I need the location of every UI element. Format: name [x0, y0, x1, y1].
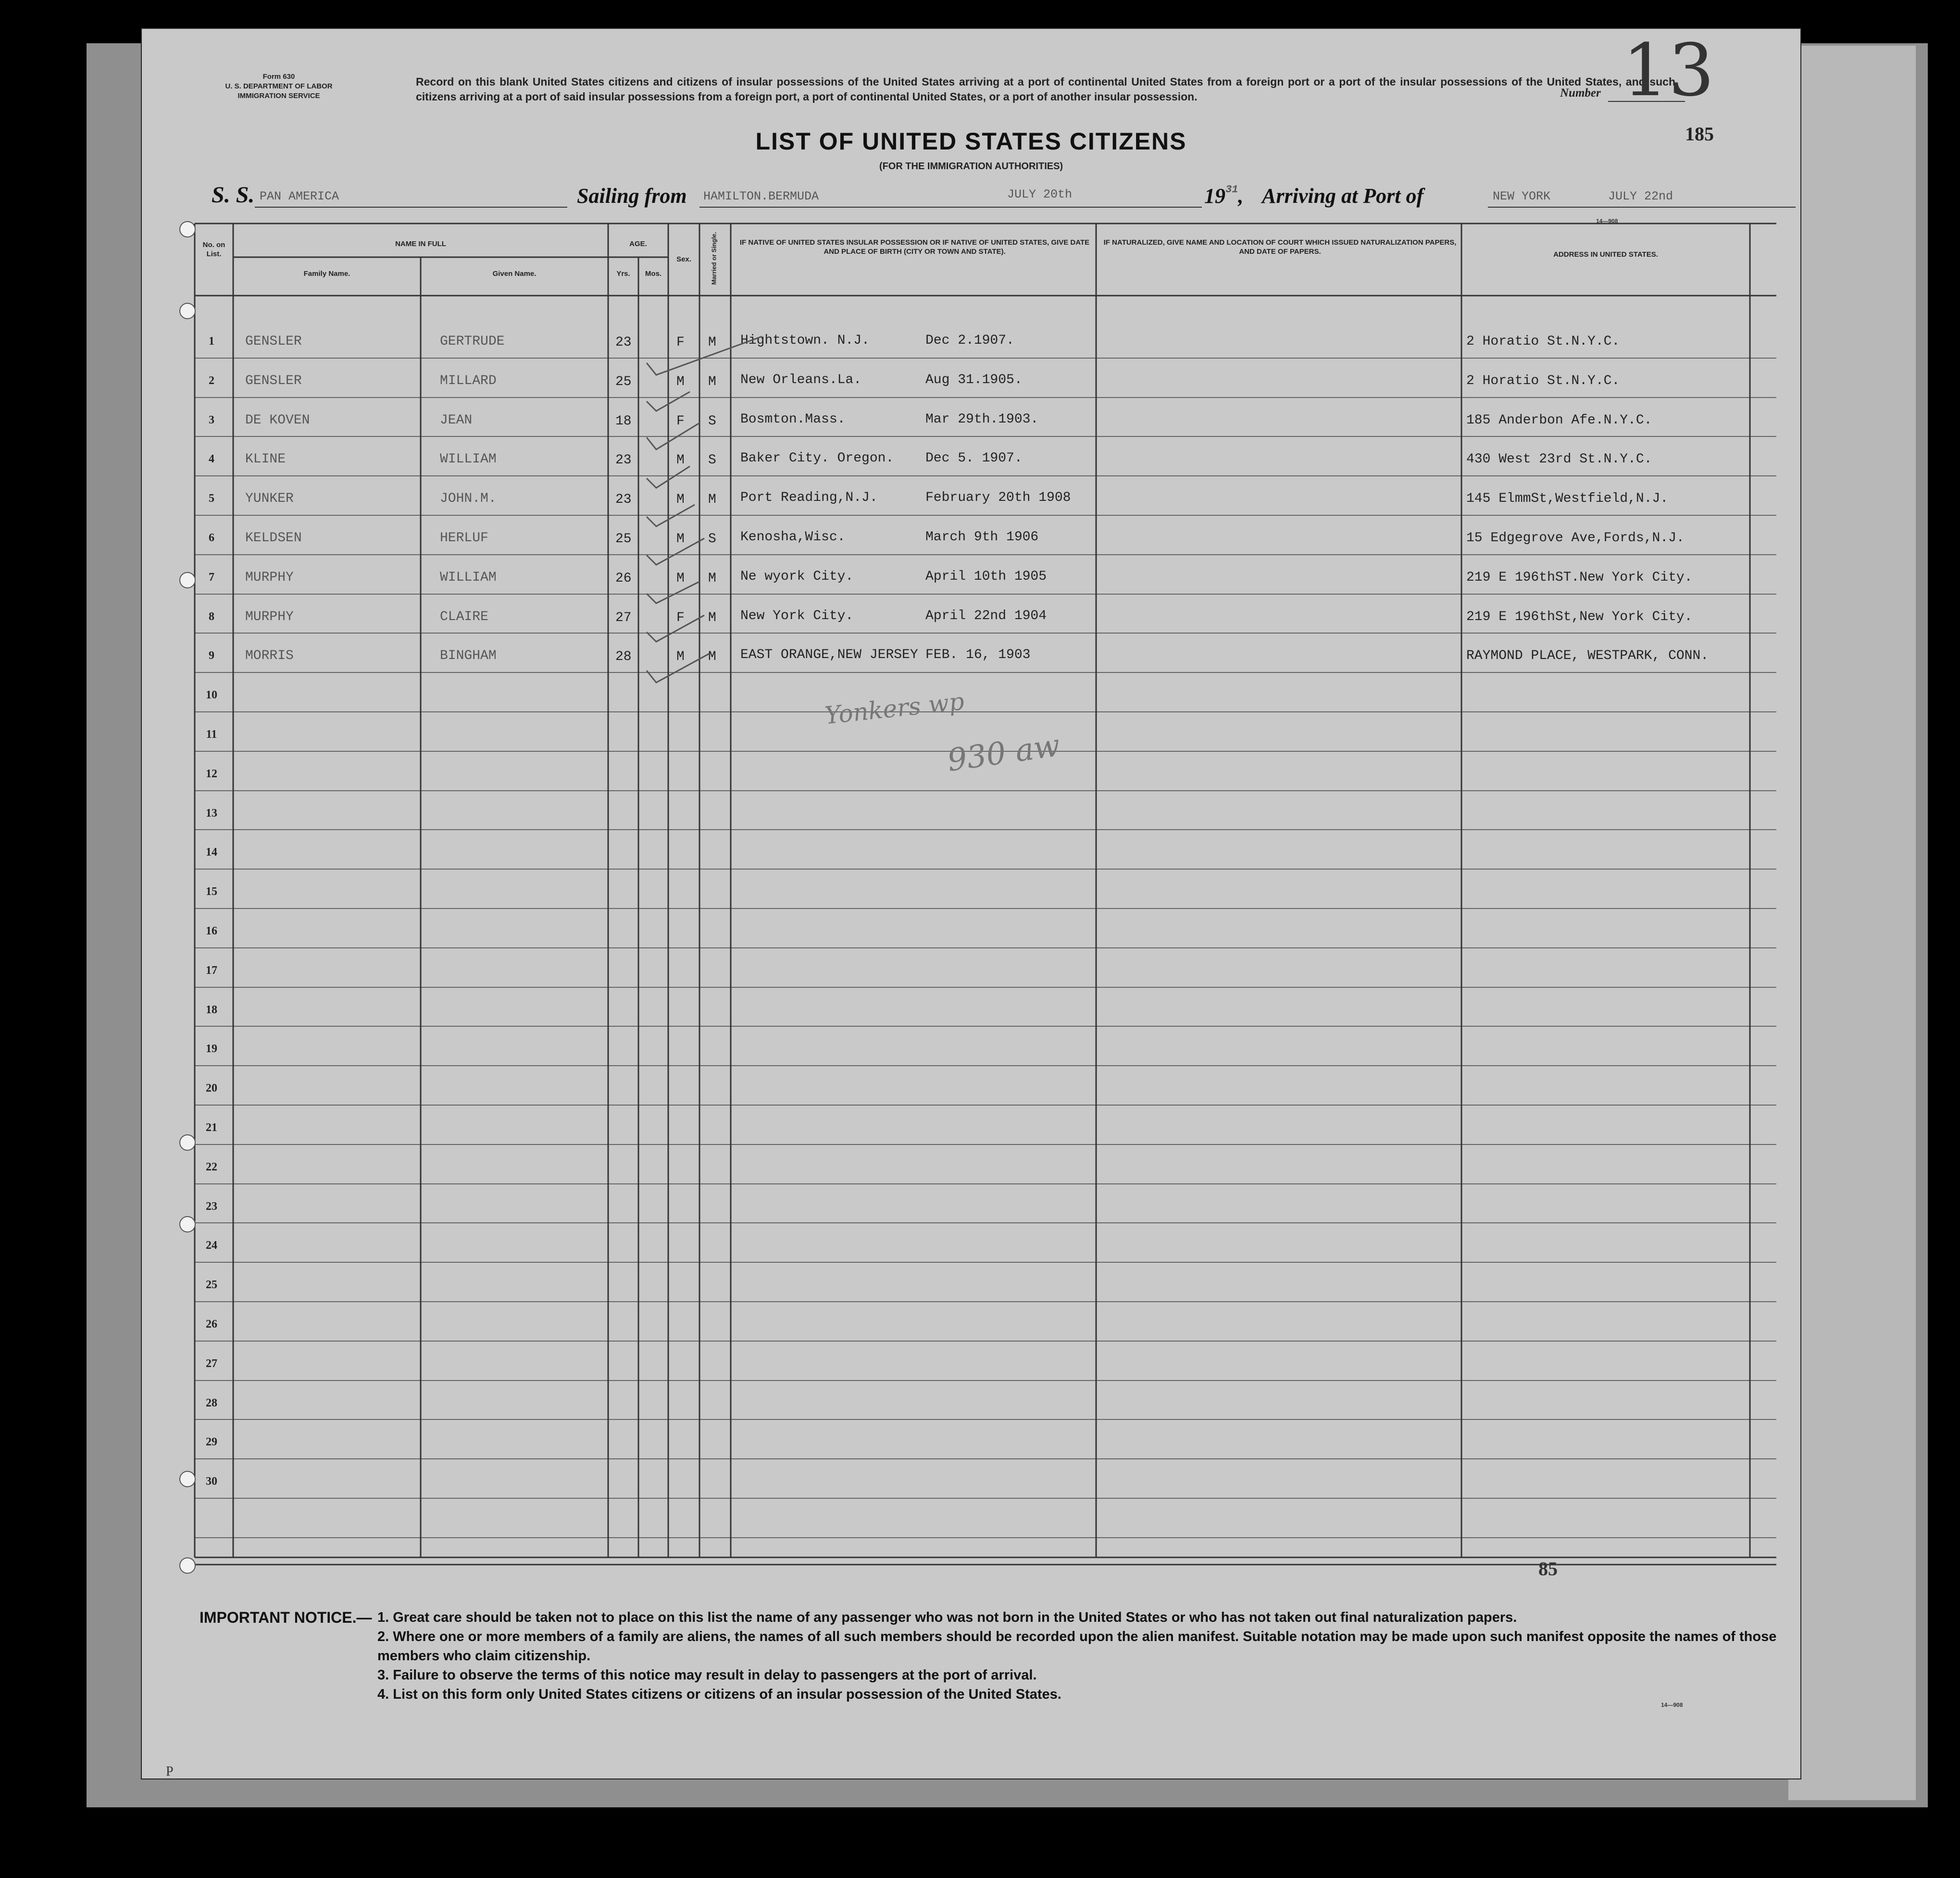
corner-mark: P: [166, 1764, 174, 1779]
service-name: IMMIGRATION SERVICE: [237, 92, 320, 100]
family-name: DE KOVEN: [245, 412, 310, 428]
punch-hole: [179, 1557, 196, 1574]
sex: M: [676, 453, 685, 468]
page-subtitle: (FOR THE IMMIGRATION AUTHORITIES): [879, 161, 1063, 172]
birth-place: Hightstown. N.J.: [740, 333, 870, 348]
sex: M: [676, 492, 685, 508]
marital-status: M: [708, 335, 716, 350]
given-name: CLAIRE: [440, 609, 488, 624]
given-name: GERTRUDE: [440, 334, 505, 349]
row-number: 4: [209, 453, 214, 466]
age-years: 26: [615, 571, 632, 586]
sex: M: [676, 374, 685, 389]
family-name: MURPHY: [245, 609, 294, 624]
handwritten-list-number: 13: [1623, 29, 1714, 112]
birth-date: Aug 31.1905.: [925, 372, 1023, 387]
header-family-name: Family Name.: [303, 270, 350, 278]
age-years: 23: [615, 492, 632, 508]
family-name: GENSLER: [245, 373, 302, 388]
age-years: 27: [615, 610, 632, 625]
header-no: No. on List.: [202, 241, 225, 258]
row-number: 29: [206, 1436, 217, 1449]
row-number: 24: [206, 1239, 217, 1252]
punch-hole: [179, 1471, 196, 1487]
birth-date: April 22nd 1904: [925, 608, 1047, 623]
birth-place: Kenosha,Wisc.: [740, 530, 846, 545]
row-number: 9: [209, 649, 214, 662]
notice-item-4: 4. List on this form only United States citizens or citizens of an insular possession of the United States.: [377, 1687, 1061, 1702]
handwritten-note-line1: Yonkers wp: [823, 687, 966, 730]
printer-code-bottom: 14—908: [1661, 1702, 1683, 1708]
header-given-name: Given Name.: [492, 270, 537, 278]
row-number: 22: [206, 1160, 217, 1173]
row-number: 27: [206, 1357, 217, 1370]
marital-status: M: [708, 610, 716, 625]
underlying-page-edge: [1788, 46, 1916, 1800]
important-notice: [200, 1608, 1786, 1704]
age-years: 25: [615, 532, 632, 547]
punch-hole: [179, 303, 196, 319]
birth-date: FEB. 16, 1903: [925, 647, 1031, 663]
row-number: 17: [206, 964, 217, 977]
arriving-label: Arriving at Port of: [1262, 184, 1424, 208]
marital-status: M: [708, 374, 716, 389]
birth-date: March 9th 1906: [925, 530, 1039, 545]
family-name: KELDSEN: [245, 531, 302, 546]
handwritten-check-marks: [632, 298, 921, 711]
handwritten-note-line2: 930 aw: [945, 727, 1062, 779]
row-number: 19: [206, 1043, 217, 1056]
stamped-list-number: 185: [1685, 123, 1714, 145]
row-number: 11: [206, 728, 217, 741]
marital-status: S: [708, 453, 716, 468]
address: 185 Anderbon Afe.N.Y.C.: [1466, 412, 1652, 428]
intro-instructions: Record on this blank United States citizens and citizens of insular possessions of the United States arriving at a port of continental United States from a foreign port or a port of the insular possessions of the United States, and such citizens arriving at a port of said insular possessions from a foreign port, a port of continental United States, or a port of another insular possession.: [416, 75, 1675, 103]
row-number: 12: [206, 767, 217, 780]
address: 430 West 23rd St.N.Y.C.: [1466, 452, 1652, 467]
family-name: GENSLER: [245, 334, 302, 349]
row-number: 3: [209, 413, 214, 426]
row-number: 28: [206, 1396, 217, 1409]
manifest-table-grid: [142, 29, 1800, 1779]
age-years: 28: [615, 649, 632, 665]
birth-date: Mar 29th.1903.: [925, 411, 1039, 427]
family-name: KLINE: [245, 452, 286, 467]
notice-item-2: 2. Where one or more members of a family are aliens, the names of all such members should be recorded upon the alien manifest. Suitable notation may be made upon such manifest opposite the names of those members who claim citizenship.: [377, 1629, 1777, 1664]
age-years: 25: [615, 374, 632, 389]
row-number: 8: [209, 610, 214, 623]
birth-date: Dec 5. 1907.: [925, 451, 1023, 466]
header-age: AGE.: [629, 240, 647, 248]
notice-items: [377, 1608, 1786, 1704]
header-naturalization: IF NATURALIZED, GIVE NAME AND LOCATION OF COURT WHICH ISSUED NATURALIZATION PAPERS, AND DATE OF PAPERS.: [1103, 238, 1457, 256]
row-number: 13: [206, 807, 217, 820]
address: 219 E 196thSt,New York City.: [1466, 609, 1693, 624]
birth-place: Bosmton.Mass.: [740, 411, 846, 427]
row-number: 5: [209, 492, 214, 505]
row-number: 6: [209, 532, 214, 544]
header-mos: Mos.: [645, 270, 662, 278]
family-name: YUNKER: [245, 491, 294, 507]
form-number: Form 630: [262, 73, 295, 81]
birth-date: February 20th 1908: [925, 490, 1071, 506]
row-number: 23: [206, 1200, 217, 1213]
family-name: MORRIS: [245, 648, 294, 664]
birth-place: New Orleans.La.: [740, 372, 862, 387]
marital-status: M: [708, 571, 716, 586]
row-number: 1: [209, 335, 214, 348]
given-name: MILLARD: [440, 373, 497, 388]
given-name: BINGHAM: [440, 648, 497, 664]
birth-place: Baker City. Oregon.: [740, 451, 894, 466]
header-name-in-full: NAME IN FULL: [395, 240, 446, 248]
sailing-label: Sailing from: [577, 184, 687, 208]
address: 15 Edgegrove Ave,Fords,N.J.: [1466, 531, 1685, 546]
header-yrs: Yrs.: [616, 270, 630, 278]
sailing-year-prefix: $19^{31}$,: [1204, 184, 1244, 208]
punch-hole: [179, 1134, 196, 1151]
birth-place: New York City.: [740, 608, 854, 623]
age-years: 23: [615, 335, 632, 350]
row-number: 16: [206, 925, 217, 937]
punch-hole: [179, 1216, 196, 1232]
address: 219 E 196thST.New York City.: [1466, 570, 1693, 585]
family-name: MURPHY: [245, 570, 294, 585]
marital-status: M: [708, 492, 716, 508]
given-name: HERLUF: [440, 531, 488, 546]
header-address: ADDRESS IN UNITED STATES.: [1553, 250, 1658, 259]
punch-hole: [179, 221, 196, 237]
address: 145 ElmmSt,Westfield,N.J.: [1466, 491, 1669, 507]
given-name: WILLIAM: [440, 452, 497, 467]
age-years: 23: [615, 453, 632, 468]
row-number: 21: [206, 1121, 217, 1134]
sex: M: [676, 571, 685, 586]
notice-item-1: 1. Great care should be taken not to place on this list the name of any passenger who was not born in the United States or who has not taken out final naturalization papers.: [377, 1610, 1517, 1625]
row-number: 18: [206, 1003, 217, 1016]
row-number: 26: [206, 1318, 217, 1331]
header-married-single: Married or Single.: [710, 232, 718, 285]
row-number: 30: [206, 1475, 217, 1488]
sex: F: [676, 335, 685, 350]
notice-heading: IMPORTANT NOTICE.—: [200, 1609, 372, 1626]
address: 2 Horatio St.N.Y.C.: [1466, 334, 1620, 349]
birth-place: EAST ORANGE,NEW JERSEY: [740, 647, 918, 663]
sex: M: [676, 649, 685, 665]
page-title: LIST OF UNITED STATES CITIZENS: [755, 128, 1187, 155]
sex: F: [676, 610, 685, 625]
sailing-date: JULY 20th: [1007, 187, 1073, 201]
arrival-port: NEW YORK: [1493, 189, 1551, 203]
age-years: 18: [615, 413, 632, 429]
sex: F: [676, 413, 685, 429]
row-number: 15: [206, 885, 217, 898]
page-number: 85: [1538, 1558, 1558, 1580]
header-sex: Sex.: [676, 255, 691, 263]
given-name: JOHN.M.: [440, 491, 497, 507]
ss-label: S. S.: [212, 182, 255, 208]
department-name: U. S. DEPARTMENT OF LABOR: [225, 82, 333, 90]
row-number: 25: [206, 1279, 217, 1292]
punch-hole: [179, 572, 196, 588]
birth-date: Dec 2.1907.: [925, 333, 1014, 348]
address: 2 Horatio St.N.Y.C.: [1466, 373, 1620, 388]
sex: M: [676, 532, 685, 547]
row-number: 2: [209, 374, 214, 387]
given-name: WILLIAM: [440, 570, 497, 585]
number-label: Number: [1560, 87, 1601, 99]
notice-item-3: 3. Failure to observe the terms of this notice may result in delay to passengers at the port of arrival.: [377, 1667, 1037, 1683]
marital-status: M: [708, 649, 716, 665]
sailing-port: HAMILTON.BERMUDA: [703, 189, 819, 203]
marital-status: S: [708, 413, 716, 429]
marital-status: S: [708, 532, 716, 547]
row-number: 7: [209, 571, 214, 584]
birth-place: Port Reading,N.J.: [740, 490, 878, 506]
address: RAYMOND PLACE, WESTPARK, CONN.: [1466, 648, 1709, 664]
printer-code-top: 14—908: [1596, 218, 1618, 224]
birth-date: April 10th 1905: [925, 569, 1047, 584]
row-number: 10: [206, 689, 217, 702]
header-birth-place: IF NATIVE OF UNITED STATES INSULAR POSSESSION OR IF NATIVE OF UNITED STATES, GIVE DATE AND PLACE OF BIRTH (CITY OR TOWN AND STATE).: [739, 238, 1090, 256]
row-number: 20: [206, 1082, 217, 1095]
ship-name: PAN AMERICA: [260, 189, 339, 203]
sailing-year: 31: [1225, 184, 1238, 196]
given-name: JEAN: [440, 412, 473, 428]
manifest-page: [142, 29, 1800, 1779]
row-number: 14: [206, 846, 217, 859]
arrival-date: JULY 22nd: [1608, 189, 1673, 203]
birth-place: Ne wyork City.: [740, 569, 854, 584]
